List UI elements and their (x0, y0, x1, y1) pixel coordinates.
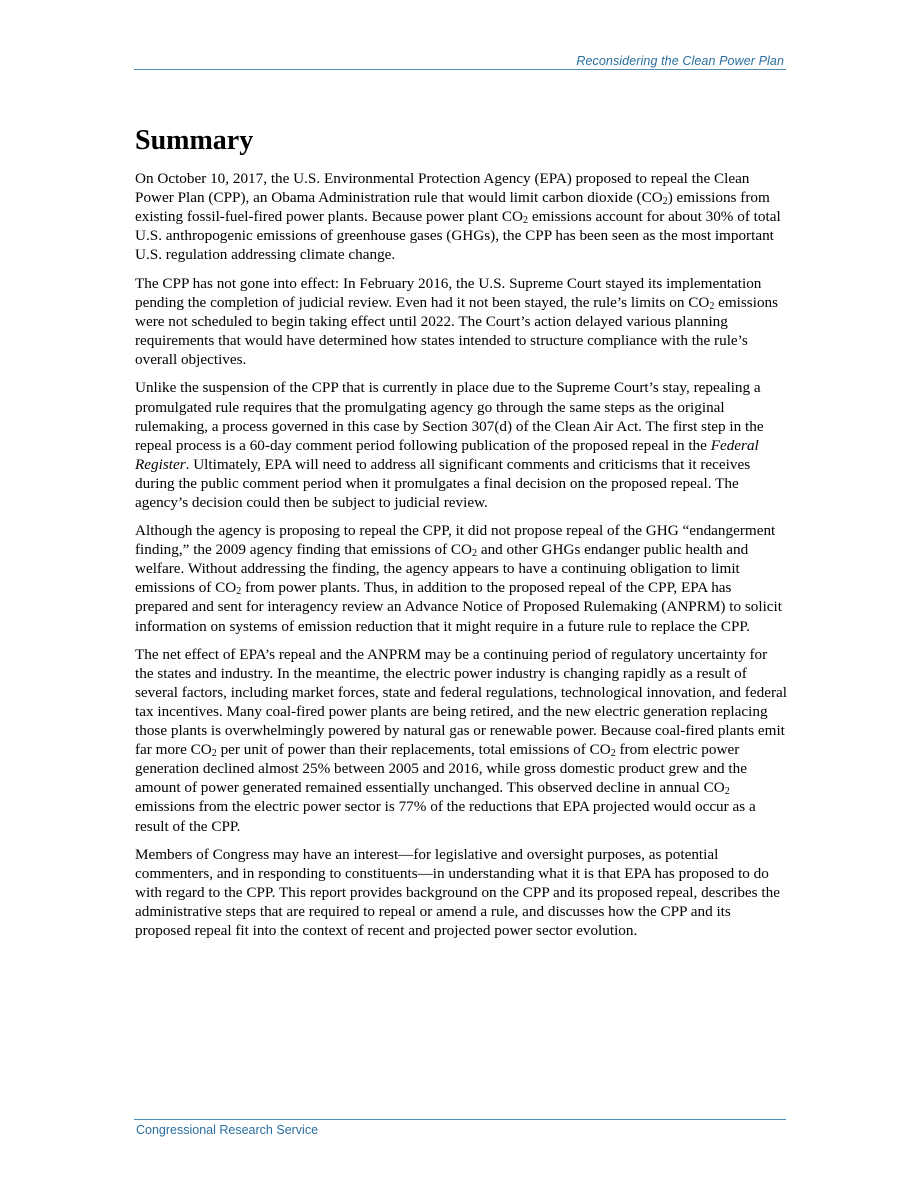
text-run: emissions account for about 30% of total U.S. anthropogenic emissions of greenhouse gases (GHGs), the CPP has been seen as the most important U.S. regulation addressing climate change. (135, 208, 781, 264)
text-run: The net effect of EPA’s repeal and the ANPRM may be a continuing period of regulatory uncertainty for the states and industry. In the meantime, the electric power industry is changing rapidly as a result of several factors, including market forces, state and federal regulations, technological innovation, and federal tax incentives. Many coal-fired power plants are being retired, and the new electric generation replacing those plants is overwhelmingly powered by natural gas or renewable power. Because coal-fired plants emit far more CO (135, 646, 787, 759)
subscript: 2 (662, 196, 668, 208)
text-run: Unlike the suspension of the CPP that is currently in place due to the Supreme Court’s stay, repealing a promulgated rule requires that the promulgating agency go through the same steps as the original rulemaking, a process governed in this case by Section 307(d) of the Clean Air Act. The first step in the repeal process is a 60-day comment period following publication of the proposed repeal in the (135, 379, 764, 454)
text-run: from electric power generation declined almost 25% between 2005 and 2016, while gross domestic product grew and the amount of power generated remained essentially unchanged. This observed decline in annual CO (135, 741, 747, 797)
subscript: 2 (724, 786, 730, 798)
page-content (135, 122, 787, 950)
footer-organization: Congressional Research Service (136, 1123, 319, 1137)
running-header (134, 52, 786, 70)
text-run: ) emissions from existing fossil-fuel-fired power plants. Because power plant CO (135, 189, 770, 226)
section-heading: Summary (135, 125, 254, 156)
text-run: On October 10, 2017, the U.S. Environmental Protection Agency (EPA) proposed to repeal the Clean Power Plan (CPP), an Obama Administration rule that would limit carbon dioxide (CO (135, 170, 750, 207)
text-run: . Ultimately, EPA will need to address all significant comments and criticisms that it receives during the public comment period when it promulgates a final decision on the proposed repeal. The agency’s decision could then be subject to judicial review. (135, 455, 751, 511)
summary-paragraph-5 (135, 645, 787, 835)
summary-paragraph-2 (135, 274, 787, 369)
summary-paragraph-4 (135, 521, 787, 635)
subscript: 2 (236, 586, 242, 598)
text-run: The CPP has not gone into effect: In February 2016, the U.S. Supreme Court stayed its implementation pending the completion of judicial review. Even had it not been stayed, the rule’s limits on CO (135, 274, 762, 311)
text-run: emissions were not scheduled to begin taking effect until 2022. The Court’s action delayed various planning requirements that would have determined how states intended to structure compliance with the rule’s overall objectives. (135, 293, 779, 368)
publication-title: Federal Register (135, 436, 759, 473)
text-run: from power plants. Thus, in addition to the proposed repeal of the CPP, EPA has prepared and sent for interagency review an Advance Notice of Proposed Rulemaking (ANPRM) to solicit information on systems of emission reduction that it might require in a future rule to replace the CPP. (135, 579, 782, 635)
subscript: 2 (610, 748, 616, 760)
running-footer (134, 1119, 786, 1137)
subscript: 2 (211, 748, 217, 760)
text-run: emissions from the electric power sector is 77% of the reductions that EPA projected would occur as a result of the CPP. (135, 798, 756, 835)
text-run: and other GHGs endanger public health and welfare. Without addressing the finding, the agency appears to have a continuing obligation to limit emissions of CO (135, 541, 749, 597)
text-run: Although the agency is proposing to repeal the CPP, it did not propose repeal of the GHG “endangerment finding,” the 2009 agency finding that emissions of CO (135, 522, 776, 559)
subscript: 2 (709, 300, 715, 312)
subscript: 2 (472, 548, 478, 560)
running-header-title: Reconsidering the Clean Power Plan (576, 54, 784, 68)
text-run: per unit of power than their replacements, total emissions of CO (216, 741, 611, 759)
summary-paragraph-3 (135, 378, 787, 511)
summary-paragraph-6: Members of Congress may have an interest—for legislative and oversight purposes, as potential commenters, and in responding to constituents—in understanding what it is that EPA has proposed to do with regard to the CPP. This report provides background on the CPP and its proposed repeal, describes the administrative steps that are required to repeal or amend a rule, and discusses how the CPP and its proposed repeal fit into the context of recent and projected power sector evolution. (135, 846, 780, 940)
subscript: 2 (523, 215, 529, 227)
summary-paragraph-1 (135, 169, 787, 264)
